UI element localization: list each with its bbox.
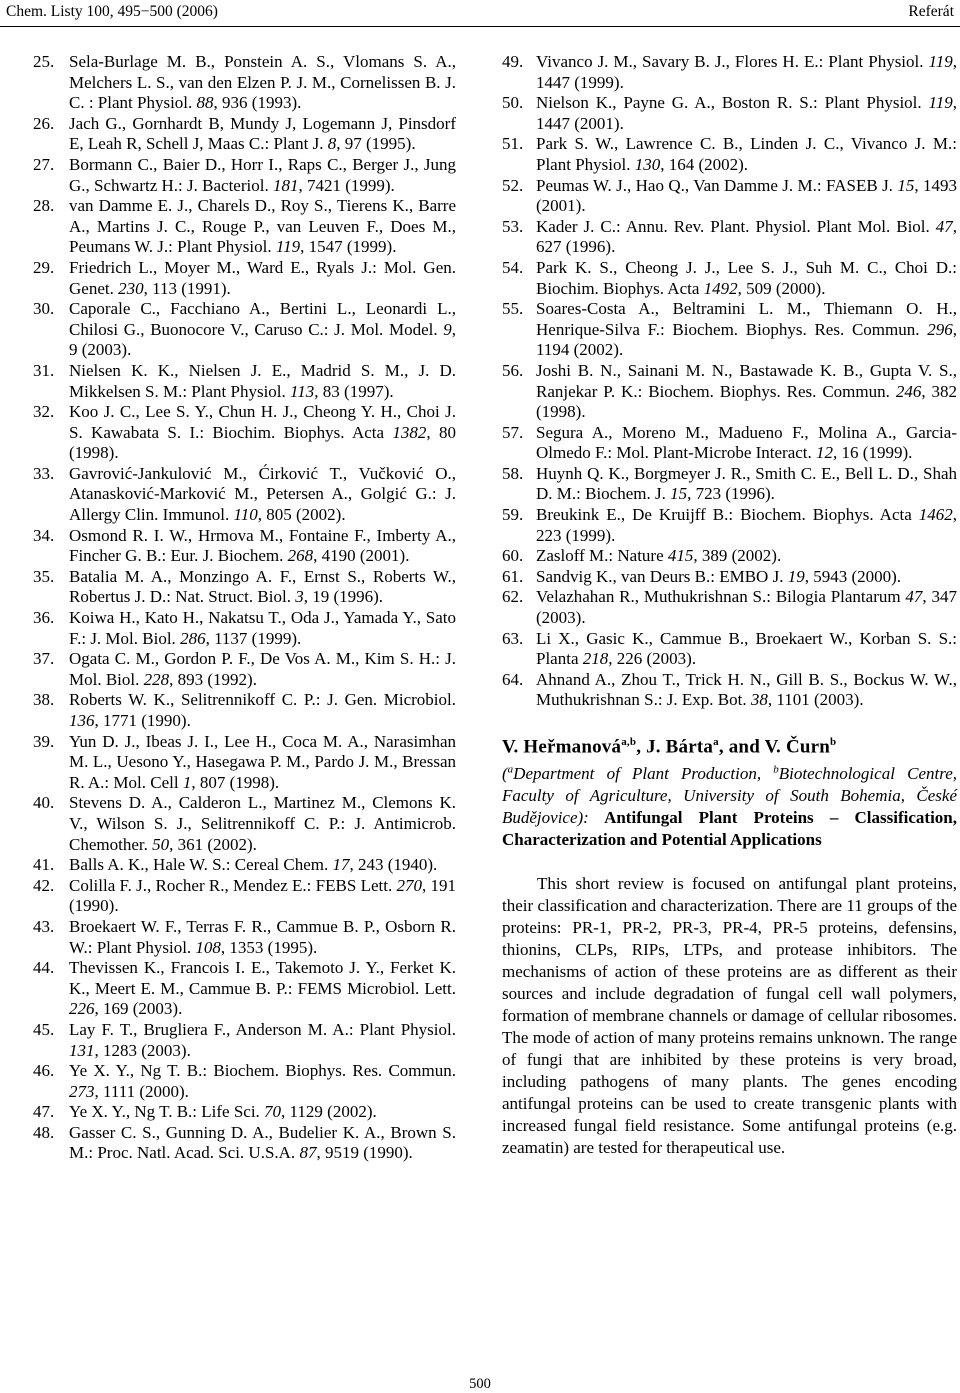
reference-text: Koo J. C., Lee S. Y., Chun H. J., Cheong Y. H., Choi J. S. Kawabata S. I.: Biochim. Biophys. Acta 1382, 80 (1998). (69, 402, 456, 463)
reference-item (33, 361, 456, 402)
reference-text: Friedrich L., Moyer M., Ward E., Ryals J.: Mol. Gen. Genet. 230, 113 (1991). (69, 257, 456, 298)
reference-text: Thevissen K., Francois I. E., Takemoto J. Y., Ferket K. K., Meert E. M., Cammue B. P.: FEMS Microbiol. Lett. 226, 169 (2003). (69, 958, 456, 1019)
header-rule (0, 26, 960, 27)
reference-number: 53. (502, 216, 524, 236)
reference-text: Nielsen K. K., Nielsen J. E., Madrid S. M., J. D. Mikkelsen S. M.: Plant Physiol. 113, 83 (1997). (69, 360, 456, 401)
english-abstract (502, 731, 957, 1159)
reference-number: 49. (502, 52, 524, 71)
reference-item (33, 526, 456, 567)
reference-item (502, 505, 957, 546)
reference-item (33, 567, 456, 608)
reference-text: Sandvig K., van Deurs B.: EMBO J. 19, 5943 (2000). (536, 566, 902, 586)
reference-text: Nielson K., Payne G. A., Boston R. S.: Plant Physiol. 119, 1447 (2001). (536, 93, 957, 133)
reference-item (502, 361, 957, 423)
reference-text: Kader J. C.: Annu. Rev. Plant. Physiol. Plant Mol. Biol. 47, 627 (1996). (536, 216, 957, 257)
page-header (0, 0, 960, 36)
reference-number: 41. (33, 855, 55, 875)
right-reference-list (502, 52, 957, 711)
reference-number: 34. (33, 525, 55, 545)
reference-number: 59. (502, 505, 524, 525)
reference-text: Li X., Gasic K., Cammue B., Broekaert W., Korban S. S.: Planta 218, 226 (2003). (536, 628, 957, 669)
reference-text: Roberts W. K., Selitrennikoff C. P.: J. Gen. Microbiol. 136, 1771 (1990). (69, 690, 456, 730)
reference-number: 62. (502, 587, 524, 607)
reference-item (33, 917, 456, 958)
reference-item (502, 670, 957, 711)
reference-number: 36. (33, 608, 55, 628)
page-number: 500 (469, 1376, 491, 1392)
reference-number: 52. (502, 175, 524, 195)
reference-text: Lay F. T., Brugliera F., Anderson M. A.: Plant Physiol. 131, 1283 (2003). (69, 1019, 456, 1060)
reference-number: 37. (33, 649, 55, 669)
reference-text: Velazhahan R., Muthukrishnan S.: Bilogia Plantarum 47, 347 (2003). (536, 587, 957, 628)
reference-number: 61. (502, 566, 524, 586)
reference-item (33, 1061, 456, 1102)
reference-item (33, 155, 456, 196)
reference-item (33, 690, 456, 731)
abstract-authors: V. Heřmanová$^{a,b}$, J. Bárta$^a$, and V. Čurn$^b$ (502, 736, 837, 758)
reference-number: 55. (502, 299, 524, 319)
left-column (33, 52, 456, 1164)
reference-text: Batalia M. A., Monzingo A. F., Ernst S., Roberts W., Robertus J. D.: Nat. Struct. Biol. 3, 19 (1996). (69, 566, 456, 607)
reference-text: Huynh Q. K., Borgmeyer J. R., Smith C. E., Bell L. D., Shah D. M.: Biochem. J. 15, 723 (1996). (536, 463, 957, 504)
reference-number: 40. (33, 793, 55, 813)
reference-number: 57. (502, 422, 524, 442)
reference-item (502, 423, 957, 464)
reference-number: 29. (33, 257, 55, 277)
reference-number: 45. (33, 1019, 55, 1039)
reference-item (33, 608, 456, 649)
reference-item (502, 546, 957, 567)
reference-text: Bormann C., Baier D., Horr I., Raps C., Berger J., Jung G., Schwartz H.: J. Bacteriol. 181, 7421 (1999). (69, 154, 456, 195)
reference-item (502, 567, 957, 588)
reference-number: 26. (33, 113, 55, 133)
reference-item (33, 196, 456, 258)
reference-text: Vivanco J. M., Savary B. J., Flores H. E.: Plant Physiol. 119, 1447 (1999). (536, 52, 957, 92)
reference-item (33, 1102, 456, 1123)
reference-number: 35. (33, 566, 55, 586)
reference-item (502, 629, 957, 670)
reference-item (33, 793, 456, 855)
reference-number: 47. (33, 1102, 55, 1122)
journal-citation: Chem. Listy 100, 495−500 (2006) (6, 3, 218, 20)
section-label: Referát (908, 3, 954, 20)
reference-text: Colilla F. J., Rocher R., Mendez E.: FEBS Lett. 270, 191 (1990). (69, 875, 456, 916)
reference-item (33, 258, 456, 299)
reference-item (502, 176, 957, 217)
reference-text: Sela-Burlage M. B., Ponstein A. S., Vlomans S. A., Melchers L. S., van den Elzen P. J. M., Cornelissen B. J. C. : Plant Physiol. 88, 936 (1993). (69, 52, 456, 113)
reference-number: 51. (502, 134, 524, 154)
reference-text: Caporale C., Facchiano A., Bertini L., Leonardi L., Chilosi G., Buonocore V., Caruso C.: J. Mol. Model. 9, 9 (2003). (69, 299, 456, 360)
reference-item (33, 958, 456, 1020)
reference-number: 63. (502, 628, 524, 648)
reference-item (33, 855, 456, 876)
reference-text: Ahnand A., Zhou T., Trick H. N., Gill B. S., Bockus W. W., Muthukrishnan S.: J. Exp. Bot. 38, 1101 (2003). (536, 669, 957, 710)
reference-item (502, 134, 957, 175)
reference-item (33, 1020, 456, 1061)
reference-text: Osmond R. I. W., Hrmova M., Fontaine F., Imberty A., Fincher G. B.: Eur. J. Biochem. 268, 4190 (2001). (69, 525, 456, 566)
reference-item (33, 876, 456, 917)
reference-number: 38. (33, 690, 55, 710)
reference-number: 46. (33, 1061, 55, 1081)
reference-number: 43. (33, 916, 55, 936)
reference-item (33, 649, 456, 690)
reference-item (33, 299, 456, 361)
right-column (502, 52, 957, 1159)
reference-number: 56. (502, 360, 524, 380)
reference-text: Breukink E., De Kruijff B.: Biochem. Biophys. Acta 1462, 223 (1999). (536, 505, 957, 545)
abstract-affiliation-title: ($^a$Department of Plant Production, $^b$Biotechnological Centre, Faculty of Agriculture, University of South Bohemia, České Budějovice): Antifungal Plant Proteins – Classification, Characterization and Potential Applications (502, 763, 957, 849)
reference-number: 60. (502, 546, 524, 566)
reference-text: Ye X. Y., Ng T. B.: Life Sci. 70, 1129 (2002). (69, 1102, 377, 1122)
reference-item (502, 299, 957, 361)
reference-text: Ye X. Y., Ng T. B.: Biochem. Biophys. Res. Commun. 273, 1111 (2000). (69, 1061, 456, 1101)
reference-number: 64. (502, 669, 524, 689)
reference-item (33, 402, 456, 464)
reference-text: Peumas W. J., Hao Q., Van Damme J. M.: FASEB J. 15, 1493 (2001). (536, 175, 957, 216)
reference-item (33, 732, 456, 794)
reference-number: 28. (33, 196, 55, 216)
reference-item (502, 217, 957, 258)
reference-text: Segura A., Moreno M., Madueno F., Molina A., Garcia-Olmedo F.: Mol. Plant-Microbe Interact. 12, 16 (1999). (536, 422, 957, 463)
reference-text: Gavrović-Jankulović M., Ćirković T., Vučković O., Atanasković-Marković M., Petersen A., Golgić G.: J. Allergy Clin. Immunol. 110, 805 (2002). (69, 463, 456, 525)
reference-item (502, 258, 957, 299)
reference-item (502, 587, 957, 628)
reference-number: 33. (33, 463, 55, 483)
reference-item (33, 114, 456, 155)
reference-text: Joshi B. N., Sainani M. N., Bastawade K. B., Gupta V. S., Ranjekar P. K.: Biochem. Biophys. Res. Commun. 246, 382 (1998). (536, 360, 957, 422)
reference-text: Balls A. K., Hale W. S.: Cereal Chem. 17, 243 (1940). (69, 855, 438, 875)
reference-text: Zasloff M.: Nature 415, 389 (2002). (536, 546, 782, 566)
reference-text: Park K. S., Cheong J. J., Lee S. J., Suh M. C., Choi D.: Biochim. Biophys. Acta 1492, 509 (2000). (536, 257, 957, 298)
reference-number: 25. (33, 52, 55, 71)
reference-number: 42. (33, 875, 55, 895)
reference-item (502, 464, 957, 505)
reference-text: Soares-Costa A., Beltramini L. M., Thiemann O. H., Henrique-Silva F.: Biochem. Biophys. Res. Commun. 296, 1194 (2002). (536, 299, 957, 360)
reference-item (502, 93, 957, 134)
reference-item (33, 52, 456, 114)
reference-number: 54. (502, 257, 524, 277)
reference-text: Ogata C. M., Gordon P. F., De Vos A. M., Kim S. H.: J. Mol. Biol. 228, 893 (1992). (69, 649, 456, 689)
reference-text: Park S. W., Lawrence C. B., Linden J. C., Vivanco J. M.: Plant Physiol. 130, 164 (2002). (536, 134, 957, 174)
abstract-body: This short review is focused on antifungal plant proteins, their classification and characterization. There are 11 groups of the proteins: PR-1, PR-2, PR-3, PR-4, PR-5 proteins, defensins, thionins, CLPs, RIPs, LTPs, and protease inhibitors. The mechanisms of action of these proteins are as different as their sources and include degradation of fungal cell wall polymers, formation of membrane channels or damage of cellular ribosomes. The mode of action of many proteins remains unknown. The range of fungi that are inhibited by these proteins is very broad, including pathogens of many plants. The genes encoding antifungal proteins can be used to create transgenic plants with increased fungal field resistance. Some antifungal proteins (e.g. zeamatin) are tested for therapeutical use. (502, 873, 957, 1157)
reference-item (33, 1123, 456, 1164)
reference-number: 30. (33, 299, 55, 319)
reference-item (33, 464, 456, 526)
reference-number: 50. (502, 93, 524, 113)
reference-number: 58. (502, 463, 524, 483)
reference-text: Yun D. J., Ibeas J. I., Lee H., Coca M. A., Narasimhan M. L., Uesono Y., Hasegawa P. M., Pardo J. M., Bressan R. A.: Mol. Cell 1, 807 (1998). (69, 731, 456, 792)
reference-text: Stevens D. A., Calderon L., Martinez M., Clemons K. V., Wilson S. J., Selitrennikoff C. P.: J. Antimicrob. Chemother. 50, 361 (2002). (69, 793, 456, 854)
reference-number: 31. (33, 360, 55, 380)
reference-text: van Damme E. J., Charels D., Roy S., Tierens K., Barre A., Martins J. C., Rouge P., van Leuven F., Does M., Peumans W. J.: Plant Physiol. 119, 1547 (1999). (69, 196, 456, 257)
reference-number: 32. (33, 402, 55, 422)
reference-text: Koiwa H., Kato H., Nakatsu T., Oda J., Yamada Y., Sato F.: J. Mol. Biol. 286, 1137 (1999). (69, 608, 456, 648)
reference-item (502, 52, 957, 93)
reference-text: Broekaert W. F., Terras F. R., Cammue B. P., Osborn R. W.: Plant Physiol. 108, 1353 (1995). (69, 916, 456, 957)
reference-number: 44. (33, 958, 55, 978)
reference-number: 27. (33, 154, 55, 174)
reference-text: Jach G., Gornhardt B, Mundy J, Logemann J, Pinsdorf E, Leah R, Schell J, Maas C.: Plant J. 8, 97 (1995). (69, 113, 456, 154)
reference-text: Gasser C. S., Gunning D. A., Budelier K. A., Brown S. M.: Proc. Natl. Acad. Sci. U.S.A. 87, 9519 (1990). (69, 1122, 456, 1163)
reference-number: 48. (33, 1122, 55, 1142)
reference-number: 39. (33, 731, 55, 751)
